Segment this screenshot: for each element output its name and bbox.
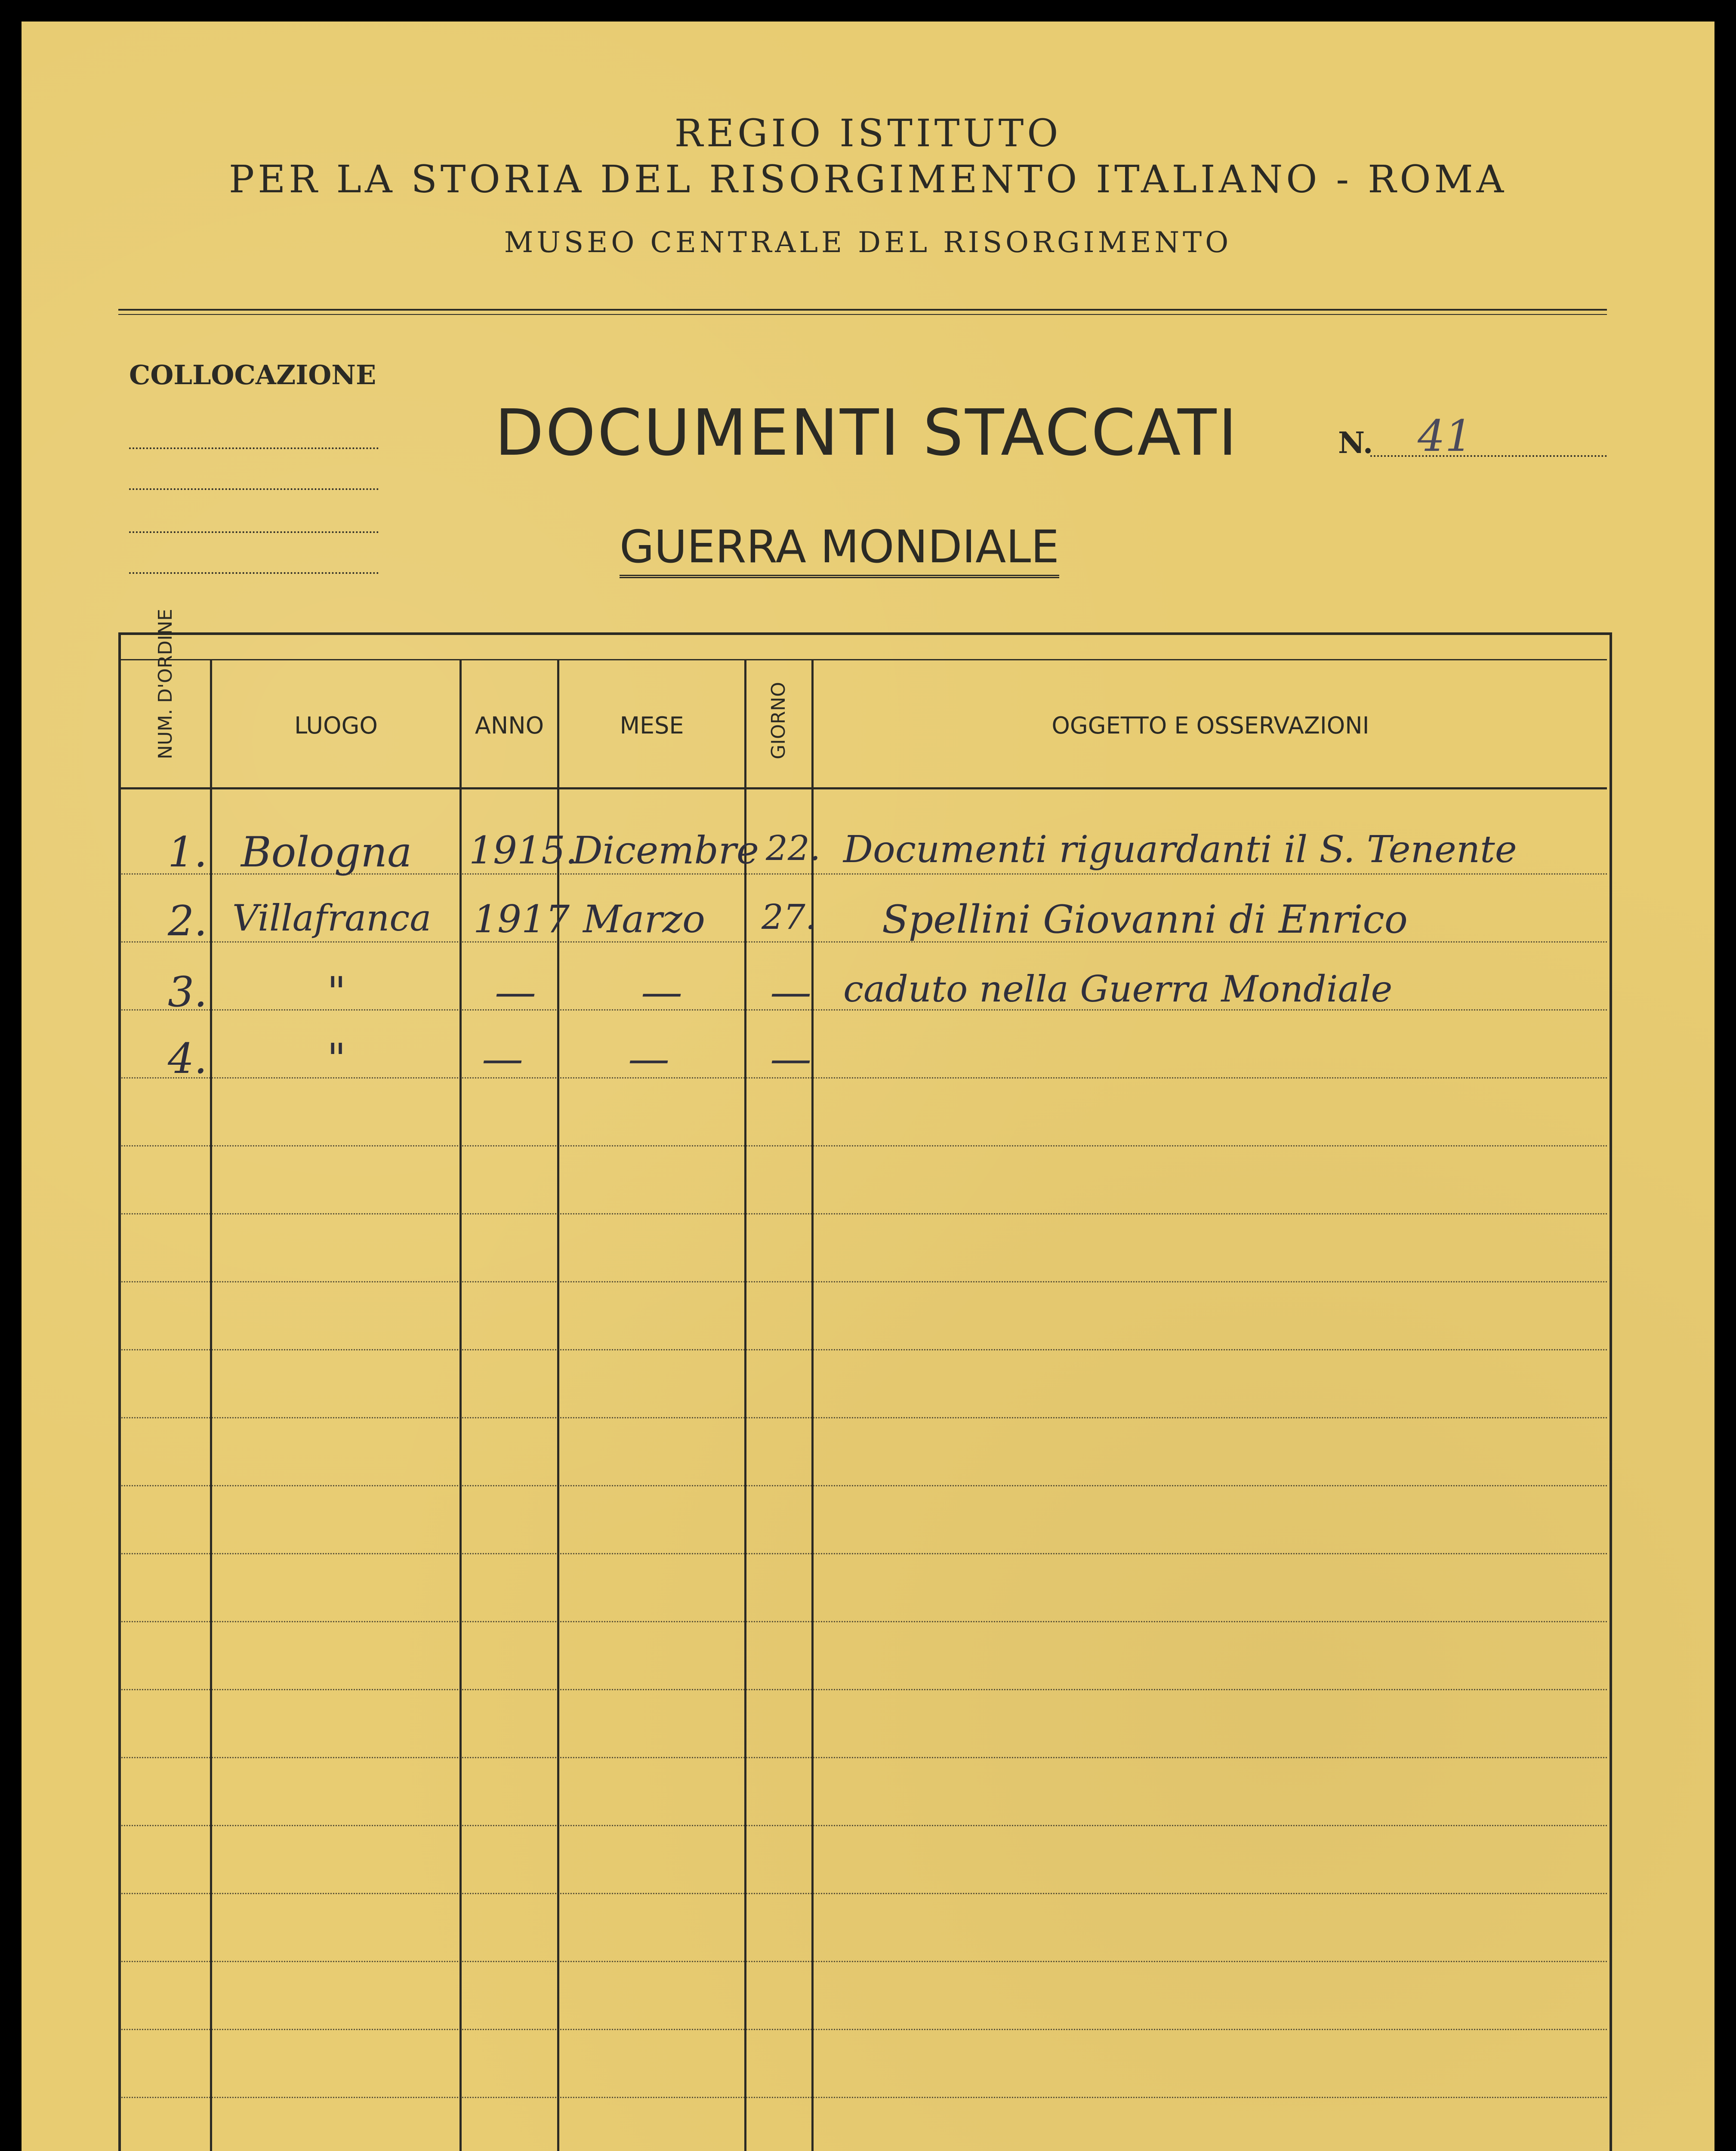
- ruled-line: [118, 1825, 1607, 1826]
- row-4-num: 4.: [168, 1035, 207, 1083]
- row-4-giorno: —: [770, 1035, 811, 1083]
- number-label: N.: [1338, 426, 1373, 460]
- ruled-line: [118, 1893, 1607, 1894]
- ruled-line: [118, 1689, 1607, 1690]
- ruled-line: [118, 2029, 1607, 2030]
- row-1-oggetto: Documenti riguardanti il S. Tenente: [843, 828, 1517, 871]
- col-divider-luogo: [459, 659, 462, 2151]
- ruled-line: [118, 1553, 1607, 1554]
- row-3-oggetto: caduto nella Guerra Mondiale: [843, 968, 1393, 1010]
- table-top-inner-rule: [118, 659, 1607, 660]
- col-header-num: [155, 690, 181, 759]
- ruled-line: [118, 1485, 1607, 1486]
- row-2-giorno: 27.: [762, 897, 817, 937]
- row-2-luogo: Villafranca: [232, 897, 432, 939]
- col-header-oggetto: OGGETTO E OSSERVAZIONI: [1051, 712, 1369, 739]
- row-3-giorno: —: [770, 968, 811, 1016]
- col-divider-giorno: [811, 659, 814, 2151]
- row-4-luogo: ": [327, 1035, 346, 1083]
- ruled-line: [118, 1417, 1607, 1418]
- row-1-luogo: Bologna: [241, 828, 412, 876]
- col-divider-mese: [744, 659, 746, 2151]
- header-line-1: REGIO ISTITUTO: [674, 111, 1062, 155]
- header-rule-thin: [118, 314, 1607, 315]
- collocazione-label: COLLOCAZIONE: [129, 359, 376, 391]
- header-line-3: MUSEO CENTRALE DEL RISORGIMENTO: [504, 226, 1232, 259]
- row-3-mese: —: [641, 968, 682, 1016]
- page-subtitle: GUERRA MONDIALE: [620, 521, 1059, 578]
- row-2-num: 2.: [168, 897, 207, 945]
- collocazione-line-1: [129, 447, 379, 449]
- col-header-mese: MESE: [620, 712, 684, 739]
- collocazione-line-2: [129, 488, 379, 490]
- header-rule: [118, 309, 1607, 311]
- collocazione-line-3: [129, 531, 379, 533]
- number-line: [1370, 455, 1607, 457]
- row-4-anno: —: [482, 1035, 523, 1083]
- header-line-2: PER LA STORIA DEL RISORGIMENTO ITALIANO - ROMA: [228, 157, 1508, 201]
- row-4-mese: —: [628, 1035, 669, 1083]
- ruled-line: [118, 1213, 1607, 1214]
- number-value: 41: [1418, 411, 1473, 461]
- ruled-line: [118, 2097, 1607, 2098]
- ruled-line: [118, 1281, 1607, 1282]
- row-2-mese: Marzo: [583, 897, 705, 941]
- col-divider-num: [210, 659, 212, 2151]
- ruled-line: [118, 1621, 1607, 1622]
- row-1-num: 1.: [168, 828, 207, 876]
- row-3-num: 3.: [168, 968, 207, 1016]
- row-1-giorno: 22.: [766, 828, 821, 868]
- col-header-luogo: LUOGO: [294, 712, 378, 739]
- col-divider-anno: [557, 659, 559, 2151]
- ruled-line: [118, 1757, 1607, 1758]
- row-3-anno: —: [495, 968, 536, 1016]
- row-1-mese: Dicembre: [572, 828, 759, 872]
- table-header-rule: [118, 787, 1607, 789]
- page-title: DOCUMENTI STACCATI: [495, 396, 1239, 470]
- ruled-line: [118, 1961, 1607, 1962]
- row-2-anno: 1917: [473, 897, 570, 941]
- col-header-anno: ANNO: [475, 712, 544, 739]
- ruled-line: [118, 1349, 1607, 1350]
- col-header-giorno: GIORNO: [768, 682, 789, 759]
- row-3-luogo: ": [327, 968, 346, 1016]
- ruled-line: [118, 1145, 1607, 1146]
- collocazione-line-4: [129, 572, 379, 574]
- row-1-anno: 1915.: [469, 828, 577, 872]
- row-2-oggetto: Spellini Giovanni di Enrico: [882, 897, 1408, 942]
